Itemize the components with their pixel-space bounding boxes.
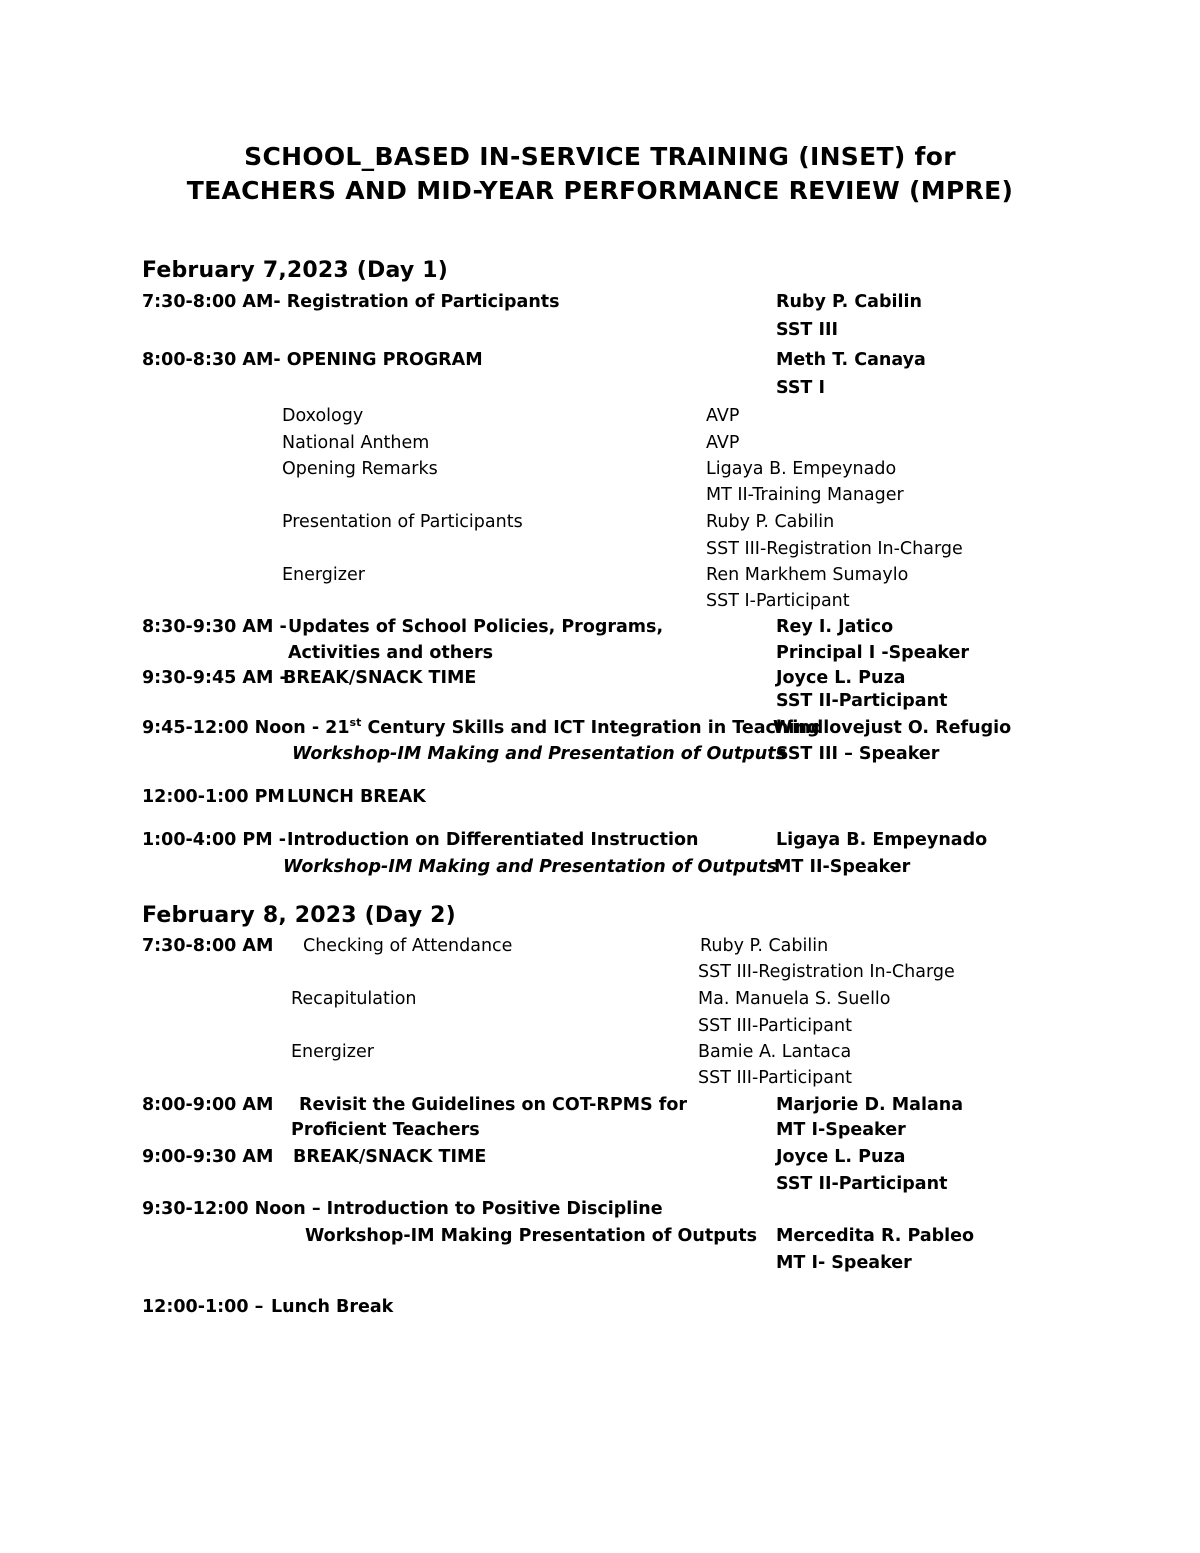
day1-updates-title-1: Updates of School Policies, Programs, xyxy=(288,617,664,637)
document-title-line-1: SCHOOL_BASED IN-SERVICE TRAINING (INSET) for xyxy=(244,142,956,171)
day1-lunch-time: 12:00-1:00 PM xyxy=(142,787,285,807)
day1-opening-time: 8:00-8:30 AM- OPENING PROGRAM xyxy=(142,350,483,370)
day1-break-title: BREAK/SNACK TIME xyxy=(283,668,477,688)
day-1-heading: February 7,2023 (Day 1) xyxy=(142,258,449,283)
day2-program-person-energizer: Bamie A. Lantaca xyxy=(698,1042,852,1062)
day1-di-person: Ligaya B. Empeynado xyxy=(776,830,988,850)
day2-attendance-time: 7:30-8:00 AM xyxy=(142,936,274,956)
day2-lunch-time: 12:00-1:00 – xyxy=(142,1297,264,1317)
program-role-presentation: SST III-Registration In-Charge xyxy=(706,539,963,559)
day2-cot-person: Marjorie D. Malana xyxy=(776,1095,964,1115)
day2-program-item-recap: Recapitulation xyxy=(291,989,417,1009)
day1-opening-person: Meth T. Canaya xyxy=(776,350,926,370)
day2-pd-role: MT I- Speaker xyxy=(776,1253,912,1273)
day1-skills-time: 9:45-12:00 Noon - 21 xyxy=(142,718,350,738)
day2-break-person: Joyce L. Puza xyxy=(776,1147,906,1167)
day1-opening-role: SST I xyxy=(776,378,825,398)
day2-program-role-energizer: SST III-Participant xyxy=(698,1068,852,1088)
day1-di-role: MT II-Speaker xyxy=(774,857,911,877)
day1-break-person: Joyce L. Puza xyxy=(776,668,906,688)
day2-program-item-energizer: Energizer xyxy=(291,1042,374,1062)
day2-pd-workshop: Workshop-IM Making Presentation of Outputs xyxy=(305,1226,757,1246)
program-person-energizer: Ren Markhem Sumaylo xyxy=(706,565,909,585)
day1-registration-time: 7:30-8:00 AM- Registration of Participants xyxy=(142,292,560,312)
program-person-anthem: AVP xyxy=(706,433,740,453)
day1-skills-role: SST III – Speaker xyxy=(776,744,940,764)
program-person-presentation: Ruby P. Cabilin xyxy=(706,512,835,532)
day1-lunch-title: LUNCH BREAK xyxy=(287,787,426,807)
program-item-doxology: Doxology xyxy=(282,406,364,426)
day1-di-title: Introduction on Differentiated Instruction xyxy=(287,830,699,850)
program-item-energizer: Energizer xyxy=(282,565,365,585)
day1-skills-title: Century Skills and ICT Integration in Teaching xyxy=(361,718,820,738)
day1-di-time: 1:00-4:00 PM - xyxy=(142,830,287,850)
day1-break-role: SST II-Participant xyxy=(776,691,948,711)
day1-updates-role: Principal I -Speaker xyxy=(776,643,970,663)
day2-program-role-recap: SST III-Participant xyxy=(698,1016,852,1036)
day2-break-time: 9:00-9:30 AM xyxy=(142,1147,274,1167)
day1-updates-time: 8:30-9:30 AM - xyxy=(142,617,287,637)
day1-registration-role: SST III xyxy=(776,320,838,340)
day1-skills-person: Windlovejust O. Refugio xyxy=(773,718,1012,738)
day2-cot-role: MT I-Speaker xyxy=(776,1120,906,1140)
day2-attendance-item: Checking of Attendance xyxy=(303,936,513,956)
day1-break-time: 9:30-9:45 AM - xyxy=(142,668,287,688)
day-2-heading: February 8, 2023 (Day 2) xyxy=(142,903,456,928)
day2-lunch-title: Lunch Break xyxy=(271,1297,394,1317)
day1-di-workshop: Workshop-IM Making and Presentation of Outputs xyxy=(283,857,778,877)
day2-program-person-recap: Ma. Manuela S. Suello xyxy=(698,989,891,1009)
program-item-presentation: Presentation of Participants xyxy=(282,512,523,532)
day1-skills-workshop: Workshop-IM Making and Presentation of Outputs xyxy=(292,744,787,764)
program-person-opening-remarks: Ligaya B. Empeynado xyxy=(706,459,897,479)
day1-skills-sup: st xyxy=(349,716,362,730)
program-item-anthem: National Anthem xyxy=(282,433,430,453)
program-person-doxology: AVP xyxy=(706,406,740,426)
day2-pd-time: 9:30-12:00 Noon – Introduction to Positive Discipline xyxy=(142,1199,663,1219)
day1-skills-line xyxy=(142,717,819,739)
day2-break-title: BREAK/SNACK TIME xyxy=(293,1147,487,1167)
day1-updates-title-2: Activities and others xyxy=(288,643,494,663)
day1-updates-person: Rey I. Jatico xyxy=(776,617,894,637)
program-role-opening-remarks: MT II-Training Manager xyxy=(706,485,904,505)
day2-cot-title-1: Revisit the Guidelines on COT-RPMS for xyxy=(299,1095,688,1115)
day2-attendance-role: SST III-Registration In-Charge xyxy=(698,962,955,982)
day2-break-role: SST II-Participant xyxy=(776,1174,948,1194)
document-title-line-2: TEACHERS AND MID-YEAR PERFORMANCE REVIEW (MPRE) xyxy=(186,176,1014,205)
day2-attendance-person: Ruby P. Cabilin xyxy=(700,936,829,956)
day2-cot-time: 8:00-9:00 AM xyxy=(142,1095,274,1115)
day2-cot-title-2: Proficient Teachers xyxy=(291,1120,480,1140)
program-item-opening-remarks: Opening Remarks xyxy=(282,459,438,479)
day2-pd-person: Mercedita R. Pableo xyxy=(776,1226,975,1246)
program-role-energizer: SST I-Participant xyxy=(706,591,850,611)
day1-registration-person: Ruby P. Cabilin xyxy=(776,292,922,312)
